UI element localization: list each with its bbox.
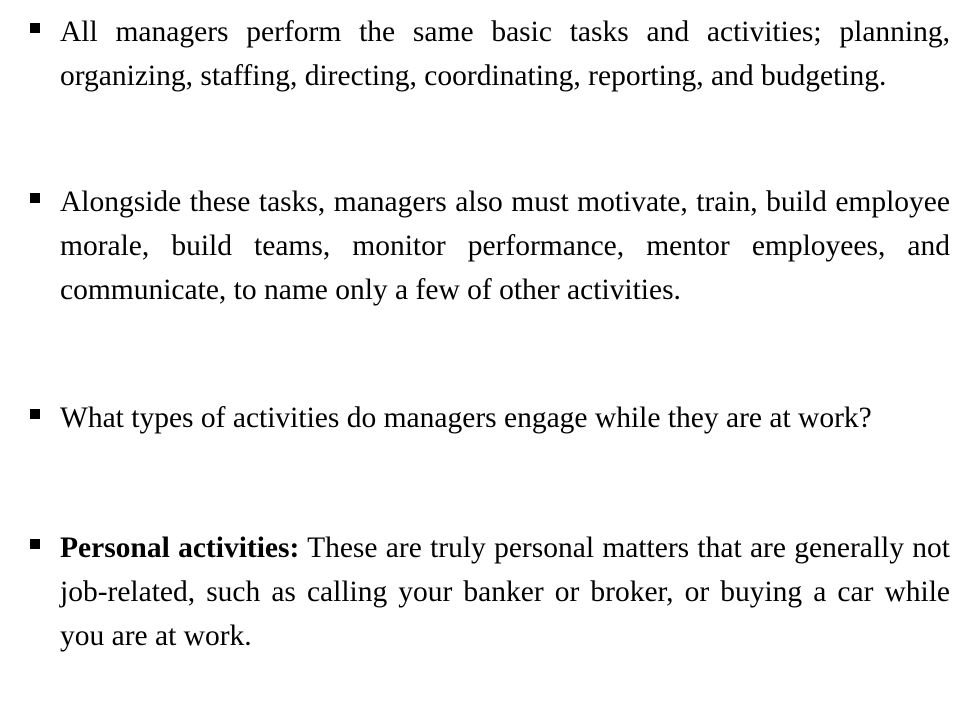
square-bullet-icon bbox=[30, 539, 40, 549]
bullet-body: Alongside these tasks, managers also must motivate, train, build employee morale, build teams, monitor performance, mentor employees, and communicate, to name only a few of other activities. bbox=[60, 186, 950, 306]
bullet-text bbox=[60, 10, 950, 98]
bullet-body: What types of activities do managers engage while they are at work? bbox=[60, 402, 872, 434]
square-bullet-icon bbox=[30, 23, 40, 33]
bullet-text bbox=[60, 396, 950, 440]
bullet-lead: Personal activities: bbox=[60, 532, 300, 564]
bullet-body: All managers perform the same basic tasks and activities; planning, organizing, staffing, directing, coordinating, reporting, and budgeting. bbox=[60, 16, 950, 92]
bullet-text bbox=[60, 526, 950, 658]
square-bullet-icon bbox=[30, 193, 40, 203]
square-bullet-icon bbox=[30, 409, 40, 419]
bullet-text bbox=[60, 180, 950, 312]
bullet-body: These are truly personal matters that are generally not job-related, such as calling your banker or broker, or buying a car while you are at work. bbox=[60, 532, 950, 652]
